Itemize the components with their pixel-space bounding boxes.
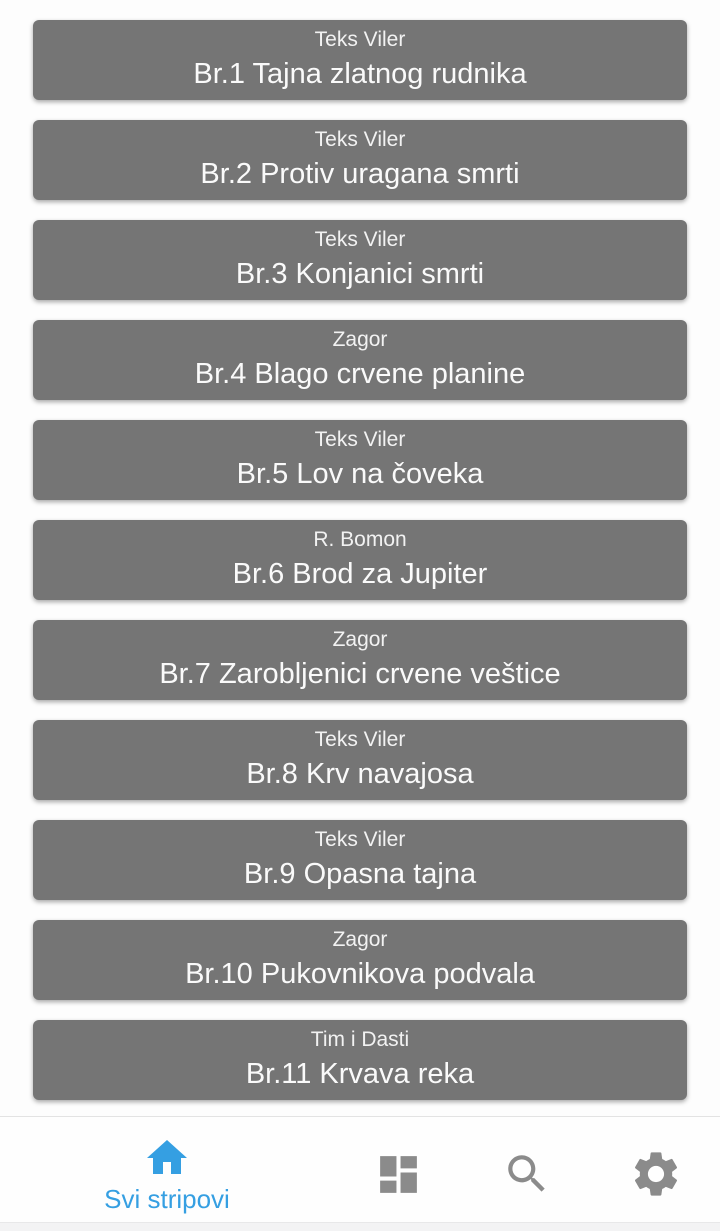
comic-title: Br.2 Protiv uragana smrti [200,158,520,190]
comic-title: Br.4 Blago crvene planine [194,358,526,390]
nav-item-label: Svi stripovi [104,1183,230,1214]
comic-title: Br.10 Pukovnikova podvala [185,958,535,990]
comic-card[interactable] [33,620,687,700]
dashboard-icon [374,1150,423,1199]
nav-item-all-comics[interactable] [0,1117,334,1231]
home-icon [143,1134,191,1182]
comic-title: Br.3 Konjanici smrti [235,258,485,290]
comic-card[interactable] [33,420,687,500]
comic-series: Teks Viler [314,28,406,51]
bottom-edge-strip [0,1222,720,1231]
comic-title: Br.6 Brod za Jupiter [232,558,488,590]
comic-series: Teks Viler [314,128,406,151]
comic-card[interactable] [33,20,687,100]
comic-card[interactable] [33,920,687,1000]
comic-title: Br.1 Tajna zlatnog rudnika [193,58,527,90]
nav-item-search[interactable] [463,1117,592,1231]
comic-title: Br.8 Krv navajosa [246,758,474,790]
comic-series: Teks Viler [314,728,406,751]
comic-card[interactable] [33,820,687,900]
comic-series: R. Bomon [313,528,407,551]
bottom-nav [0,1116,720,1231]
comic-card[interactable] [33,320,687,400]
comic-title: Br.7 Zarobljenici crvene veštice [159,658,561,690]
nav-item-collections[interactable] [334,1117,463,1231]
comic-title: Br.9 Opasna tajna [243,858,477,890]
comic-series: Zagor [332,628,388,651]
comic-series: Teks Viler [314,228,406,251]
nav-item-settings[interactable] [591,1117,720,1231]
comic-title: Br.11 Krvava reka [245,1058,475,1090]
comic-series: Zagor [332,328,388,351]
comic-series: Tim i Dasti [310,1028,410,1051]
comic-series: Teks Viler [314,828,406,851]
comic-card[interactable] [33,120,687,200]
comic-series: Teks Viler [314,428,406,451]
comic-card[interactable] [33,520,687,600]
comic-title: Br.5 Lov na čoveka [236,458,484,490]
comic-card[interactable] [33,220,687,300]
search-icon [502,1149,552,1199]
comic-series: Zagor [332,928,388,951]
comic-card[interactable] [33,1020,687,1100]
comic-card[interactable] [33,720,687,800]
gear-icon [629,1147,683,1201]
